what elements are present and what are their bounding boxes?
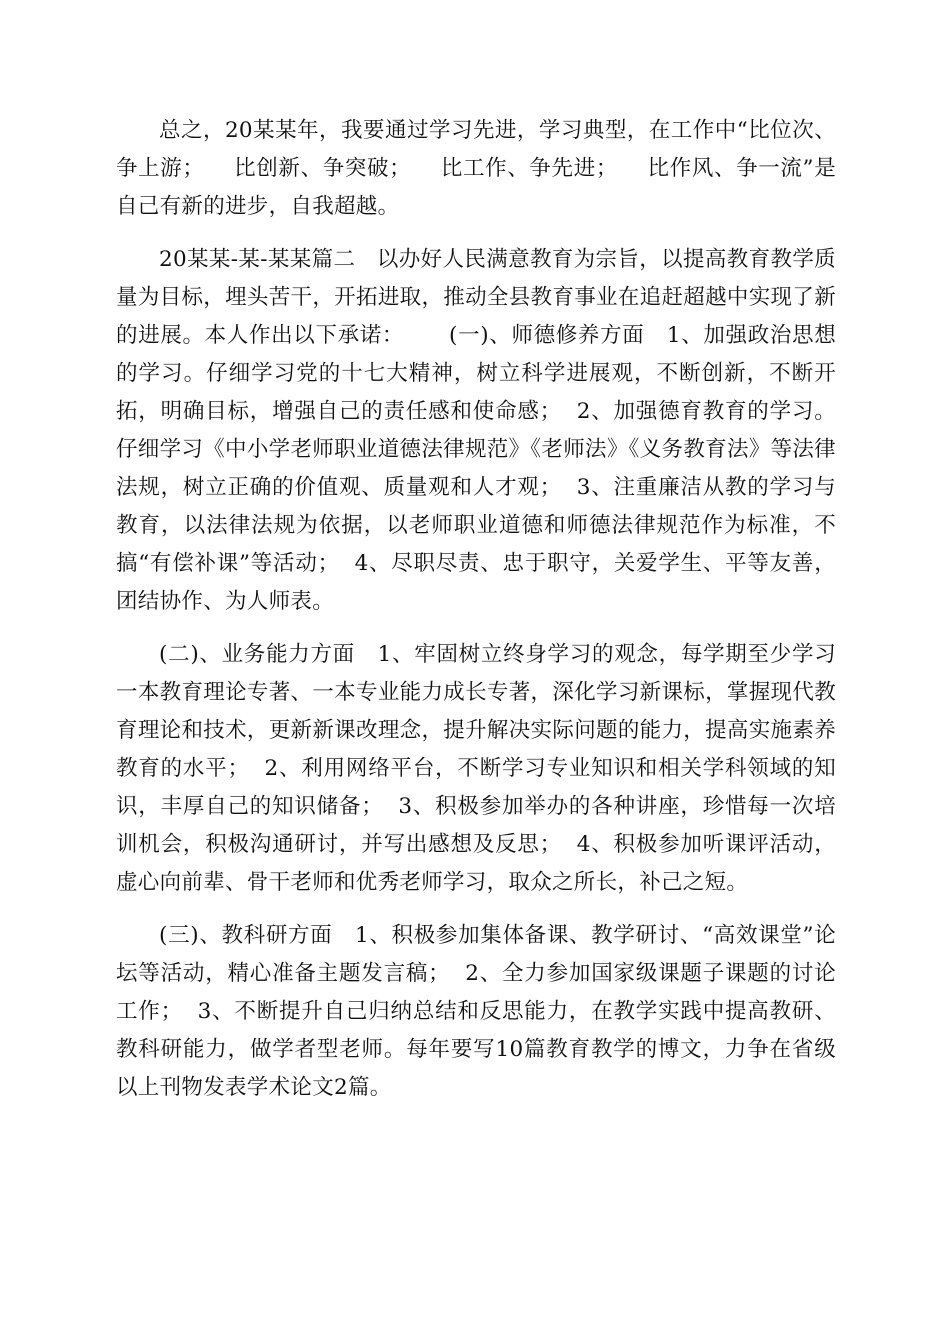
paragraph-professional-ability: (二)、业务能力方面 1、牢固树立终身学习的观念，每学期至少学习一本教育理论专著、一本专业能力成长专著，深化学习新课标，掌握现代教育理论和技术，更新新课改理念，提升解决实际问题的能力，提高实施素养教育的水平； 2、利用网络平台，不断学习专业知识和相关学科领域的知识，丰厚自己的知识储备； 3、积极参加举办的各种讲座，珍惜每一次培训机会，积极沟通研讨，并写出感想及反思； 4、积极参加听课评活动，虚心向前辈、骨干老师和优秀老师学习，取众之所长，补己之短。 xyxy=(116,642,836,895)
paragraph-conclusion: 总之，20某某年，我要通过学习先进，学习典型，在工作中“比位次、争上游； 比创新、争突破； 比工作、争先进； 比作风、争一流”是自己有新的进步，自我超越。 xyxy=(116,118,836,219)
paragraph-research: (三)、教科研方面 1、积极参加集体备课、教学研讨、“高效课堂”论坛等活动，精心准备主题发言稿； 2、全力参加国家级课题子课题的讨论工作； 3、不断提升自己归纳总结和反思能力，在教学实践中提高教研、教科研能力，做学者型老师。每年要写10篇教育教学的博文，力争在省级以上刊物发表学术论文2篇。 xyxy=(116,923,836,1100)
document-body xyxy=(116,112,836,1122)
paragraph-ethics: 20某某-某-某某篇二 以办好人民满意教育为宗旨，以提高教育教学质量为目标，埋头苦干，开拓进取，推动全县教育事业在追赶超越中实现了新的进展。本人作出以下承诺： (一)、师德修养方面 1、加强政治思想的学习。仔细学习党的十七大精神，树立科学进展观，不断创新，不断开拓，明确目标，增强自己的责任感和使命感； 2、加强德育教育的学习。仔细学习《中小学老师职业道德法律规范》《老师法》《义务教育法》等法律法规，树立正确的价值观、质量观和人才观； 3、注重廉洁从教的学习与教育，以法律法规为依据，以老师职业道德和师德法律规范作为标准，不搞“有偿补课”等活动； 4、尽职尽责、忠于职守，关爱学生、平等友善，团结协作、为人师表。 xyxy=(116,247,836,614)
